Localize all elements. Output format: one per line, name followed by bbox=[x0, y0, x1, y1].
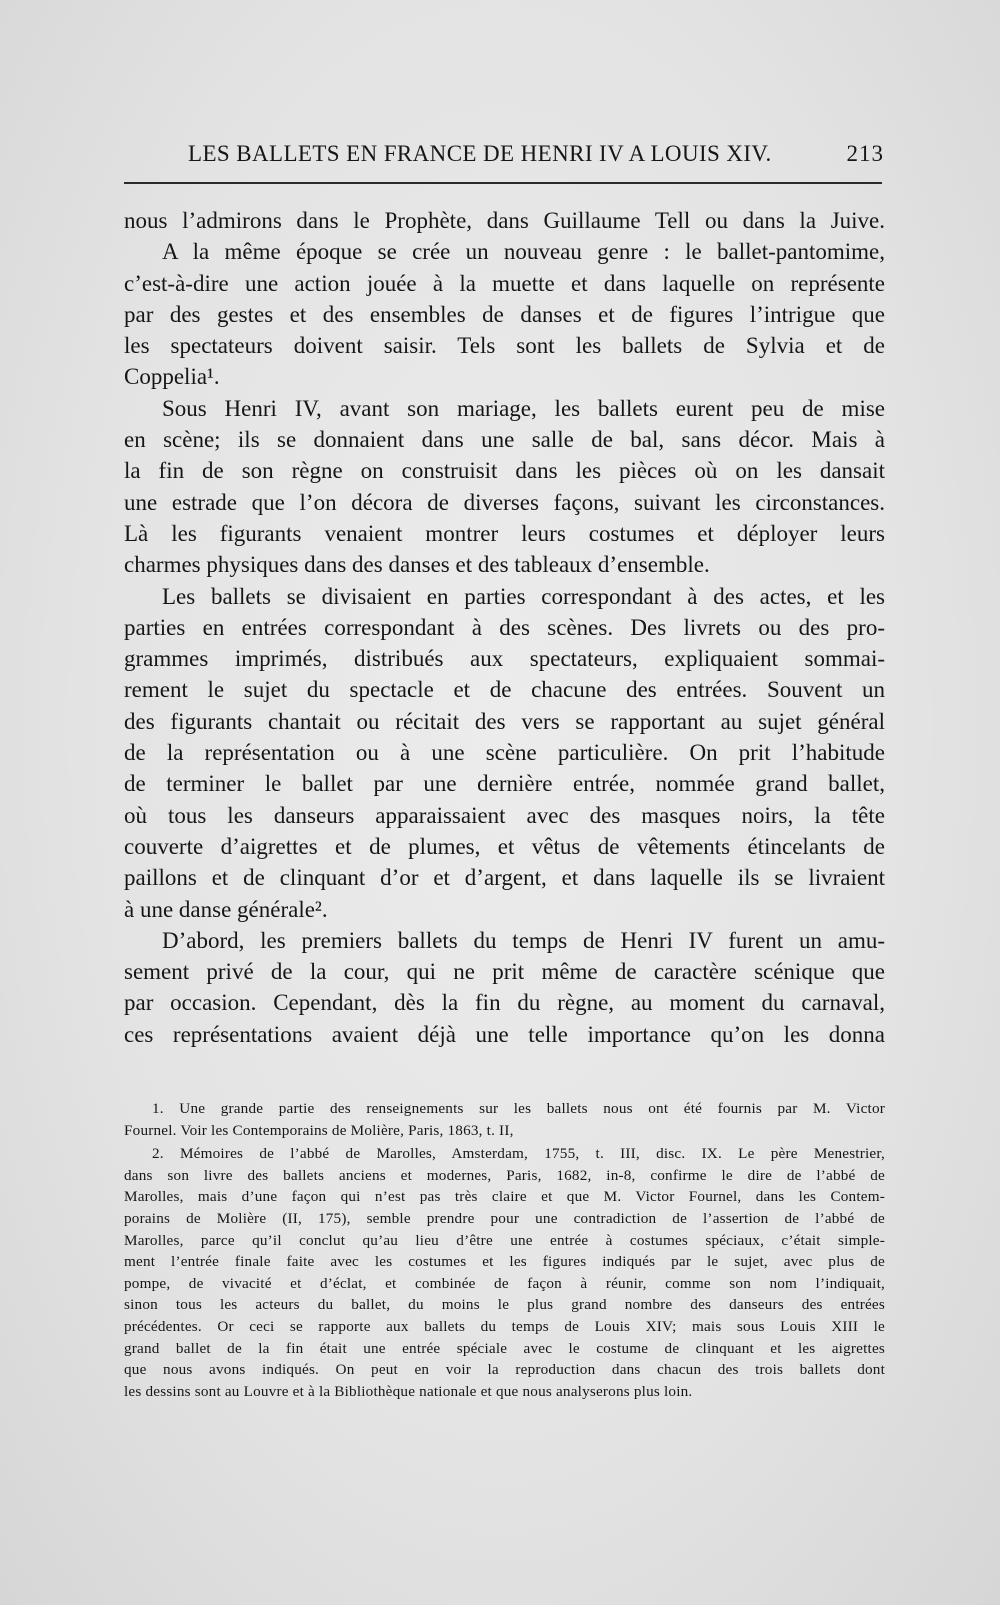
body-line: Les ballets se divisaient en parties correspondant à des actes, et les bbox=[162, 583, 885, 609]
body-line: de terminer le ballet par une dernière entrée, nommée grand ballet, bbox=[124, 771, 885, 797]
footnote-line: pompe, de vivacité et d’éclat, et combinée de façon à réunir, comme son nom l’indiquait, bbox=[124, 1274, 885, 1292]
body-line: de la représentation ou à une scène particulière. On prit l’habitude bbox=[124, 740, 885, 766]
body-line: une estrade que l’on décora de diverses façons, suivant les circonstances. bbox=[124, 489, 885, 515]
body-line: des figurants chantait ou récitait des vers se rapportant au sujet général bbox=[124, 708, 885, 734]
footnote-line: dans son livre des ballets anciens et modernes, Paris, 1682, in-8, confirme le dire de l’abbé de bbox=[124, 1166, 885, 1184]
body-line: charmes physiques dans des danses et des tableaux d’ensemble. bbox=[124, 552, 710, 578]
body-line: grammes imprimés, distribués aux spectateurs, expliquaient sommai- bbox=[124, 646, 885, 672]
body-line: c’est-à-dire une action jouée à la muette et dans laquelle on représente bbox=[124, 270, 885, 296]
body-line: Sous Henri IV, avant son mariage, les ballets eurent peu de mise bbox=[162, 395, 885, 421]
body-line: par occasion. Cependant, dès la fin du règne, au moment du carnaval, bbox=[124, 990, 885, 1016]
footnote-line: ment l’entrée finale faite avec les costumes et les figures indiqués par le sujet, avec plus de bbox=[124, 1253, 885, 1271]
footnotes bbox=[124, 1098, 885, 1402]
body-line: Coppelia¹. bbox=[124, 364, 220, 390]
body-line: sement privé de la cour, qui ne prit même de caractère scénique que bbox=[124, 959, 885, 985]
body-line: la fin de son règne on construisit dans les pièces où on les dansait bbox=[124, 458, 885, 484]
footnote-line: Marolles, parce qu’il conclut qu’au lieu d’être une entrée à costumes spéciaux, c’était simple- bbox=[124, 1231, 885, 1249]
footnote-line: 2. Mémoires de l’abbé de Marolles, Amsterdam, 1755, t. III, disc. IX. Le père Menestrier, bbox=[152, 1145, 885, 1163]
page-number: 213 bbox=[846, 141, 884, 166]
body-line: où tous les danseurs apparaissaient avec des masques noirs, la tête bbox=[124, 802, 885, 828]
body-text bbox=[124, 205, 885, 1050]
footnote-line: porains de Molière (II, 175), semble prendre pour une contradiction de l’assertion de l’abbé de bbox=[124, 1209, 885, 1227]
footnote-line: Marolles, mais d’une façon qui n’est pas très claire et que M. Victor Fournel, dans les Contem- bbox=[124, 1188, 885, 1206]
footnote-line: les dessins sont au Louvre et à la Bibliothèque nationale et que nous analyserons plus loin. bbox=[124, 1382, 693, 1400]
footnote-line: grand ballet de la fin était une entrée spéciale avec le costume de clinquant et les aigrettes bbox=[124, 1339, 885, 1357]
body-line: rement le sujet du spectacle et de chacune des entrées. Souvent un bbox=[124, 677, 885, 703]
footnote-line: que nous avons indiqués. On peut en voir la reproduction dans chacun des trois ballets dont bbox=[124, 1361, 885, 1379]
footnote-line: sinon tous les acteurs du ballet, du moins le plus grand nombre des danseurs des entrées bbox=[124, 1296, 885, 1314]
body-line: à une danse générale². bbox=[124, 896, 328, 922]
body-line: D’abord, les premiers ballets du temps de Henri IV furent un amu- bbox=[162, 927, 885, 953]
body-line: par des gestes et des ensembles de danses et de figures l’intrigue que bbox=[124, 301, 885, 327]
body-line: parties en entrées correspondant à des scènes. Des livrets ou des pro- bbox=[124, 614, 885, 640]
page-header bbox=[124, 137, 884, 177]
body-line: nous l’admirons dans le Prophète, dans Guillaume Tell ou dans la Juive. bbox=[124, 208, 885, 233]
body-line: ces représentations avaient déjà une telle importance qu’on les donna bbox=[124, 1021, 885, 1047]
body-line: A la même époque se crée un nouveau genre : le ballet-pantomime, bbox=[162, 239, 885, 265]
body-line: les spectateurs doivent saisir. Tels sont les ballets de Sylvia et de bbox=[124, 333, 885, 359]
body-line: Là les figurants venaient montrer leurs costumes et déployer leurs bbox=[124, 520, 885, 546]
body-line: en scène; ils se donnaient dans une salle de bal, sans décor. Mais à bbox=[124, 427, 885, 453]
body-line: paillons et de clinquant d’or et d’argent, et dans laquelle ils se livraient bbox=[124, 865, 885, 891]
footnote-line: précédentes. Or ceci se rapporte aux ballets du temps de Louis XIV; mais sous Louis XIII le bbox=[124, 1317, 885, 1335]
footnote-line: 1. Une grande partie des renseignements sur les ballets nous ont été fournis par M. Victor bbox=[152, 1100, 885, 1117]
header-rule bbox=[124, 182, 882, 184]
body-line: couverte d’aigrettes et de plumes, et vêtus de vêtements étincelants de bbox=[124, 833, 885, 859]
footnote-line: Fournel. Voir les Contemporains de Molière, Paris, 1863, t. II, bbox=[124, 1121, 514, 1139]
running-title: LES BALLETS EN FRANCE DE HENRI IV A LOUIS XIV. bbox=[188, 141, 772, 166]
